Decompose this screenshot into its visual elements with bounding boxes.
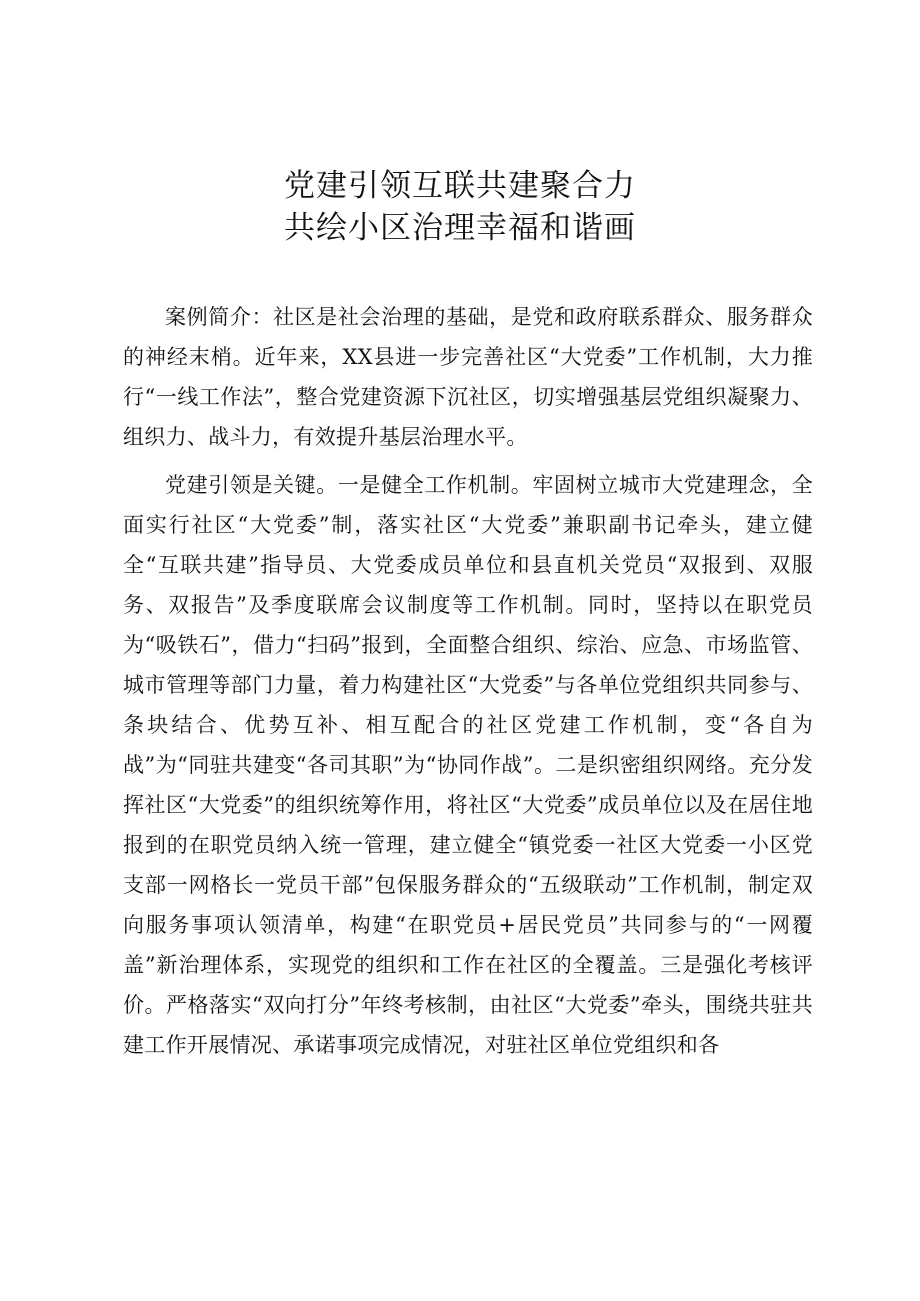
document-title (0, 165, 920, 249)
document-body (123, 297, 813, 1073)
title-line-1: 党建引领互联共建聚合力 (284, 168, 636, 204)
title-line-2: 共绘小区治理幸福和谐画 (284, 210, 636, 246)
paragraph-intro: 案例简介：社区是社会治理的基础，是党和政府联系群众、服务群众的神经末梢。近年来，XX县进一步完善社区“大党委”工作机制，大力推行“一线工作法”，整合党建资源下沉社区，切实增强基层党组织凝聚力、组织力、战斗力，有效提升基层治理水平。 (123, 305, 813, 449)
paragraph-party-leadership: 党建引领是关键。一是健全工作机制。牢固树立城市大党建理念，全面实行社区“大党委”制，落实社区“大党委”兼职副书记牵头，建立健全“互联共建”指导员、大党委成员单位和县直机关党员“双报到、双服务、双报告”及季度联席会议制度等工作机制。同时，坚持以在职党员为“吸铁石”，借力“扫码”报到，全面整合组织、综治、应急、市场监管、城市管理等部门力量，着力构建社区“大党委”与各单位党组织共同参与、条块结合、优势互补、相互配合的社区党建工作机制，变“各自为战”为“同驻共建变“各司其职”为“协同作战”。二是织密组织网络。充分发挥社区“大党委”的组织统筹作用，将社区“大党委”成员单位以及在居住地报到的在职党员纳入统一管理，建立健全“镇党委一社区大党委一小区党支部一网格长一党员干部”包保服务群众的“五级联动”工作机制，制定双向服务事项认领清单，构建“在职党员+居民党员”共同参与的“一网覆盖”新治理体系，实现党的组织和工作在社区的全覆盖。三是强化考核评价。严格落实“双向打分”年终考核制，由社区“大党委”牵头，围绕共驻共建工作开展情况、承诺事项完成情况，对驻社区单位党组织和各 (123, 473, 813, 1057)
